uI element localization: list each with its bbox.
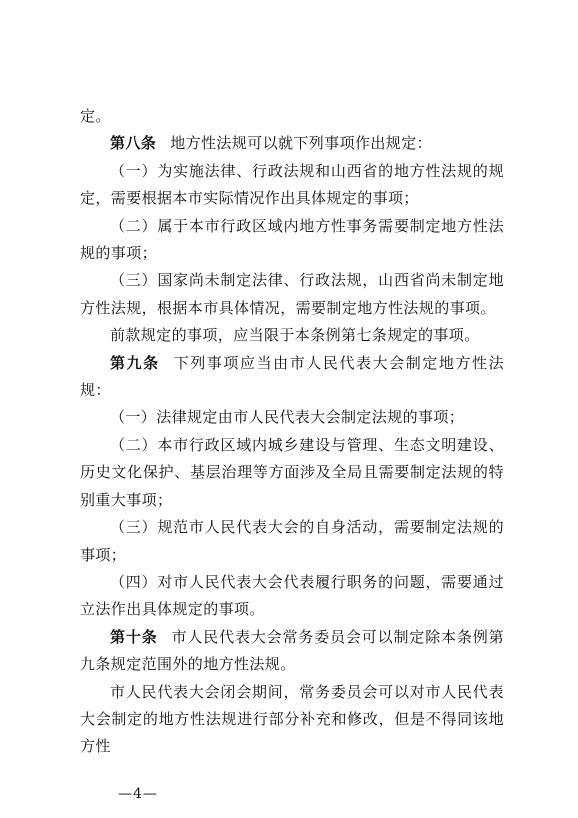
paragraph-continuation	[80, 103, 504, 130]
paragraph-text: （二）属于本市行政区域内地方性事务需要制定地方性法规的事项；	[80, 216, 504, 263]
paragraph-text: 地方性法规可以就下列事项作出规定：	[170, 134, 433, 153]
article-title: 第十条	[110, 627, 158, 646]
article-10-para-2	[80, 679, 504, 761]
paragraph-text: （三）国家尚未制定法律、行政法规，山西省尚未制定地方性法规，根据本市具体情况，需要制定地方性法规的事项。	[80, 271, 504, 317]
article-9-item-1	[80, 404, 504, 431]
document-body	[80, 103, 504, 761]
article-9	[80, 350, 504, 405]
paragraph-text: （一）法律规定由市人民代表大会制定法规的事项；	[110, 408, 465, 427]
paragraph-text: （三）规范市人民代表大会的自身活动，需要制定法规的事项；	[80, 518, 504, 564]
article-10	[80, 624, 504, 679]
paragraph-text: 市人民代表大会常务委员会可以制定除本条例第九条规定范围外的地方性法规。	[80, 627, 504, 674]
article-8-item-3	[80, 267, 504, 322]
article-8	[80, 130, 504, 157]
article-title: 第八条	[110, 134, 157, 153]
paragraph-text: （四）对市人民代表大会代表履行职务的问题，需要通过立法作出具体规定的事项。	[80, 572, 504, 619]
paragraph-text: 市人民代表大会闭会期间，常务委员会可以对市人民代表大会制定的地方性法规进行部分补充和修改，但是不得同该地方性	[80, 682, 504, 756]
article-8-item-1	[80, 158, 504, 213]
article-8-note	[80, 322, 504, 349]
article-9-item-2	[80, 432, 504, 514]
page-number: —4—	[118, 786, 158, 802]
paragraph-text: （一）为实施法律、行政法规和山西省的地方性法规的规定，需要根据本市实际情况作出具体规定的事项；	[80, 161, 504, 208]
article-8-item-2	[80, 213, 504, 268]
paragraph-text: 下列事项应当由市人民代表大会制定地方性法规：	[80, 353, 504, 400]
article-9-item-4	[80, 569, 504, 624]
article-9-item-3	[80, 514, 504, 569]
paragraph-text: 定。	[80, 107, 111, 125]
paragraph-text: （二）本市行政区域内城乡建设与管理、生态文明建设、历史文化保护、基层治理等方面涉及全局且需要制定法规的特别重大事项；	[80, 435, 504, 509]
paragraph-text: 前款规定的事项，应当限于本条例第七条规定的事项。	[110, 326, 480, 345]
article-title: 第九条	[110, 353, 160, 372]
